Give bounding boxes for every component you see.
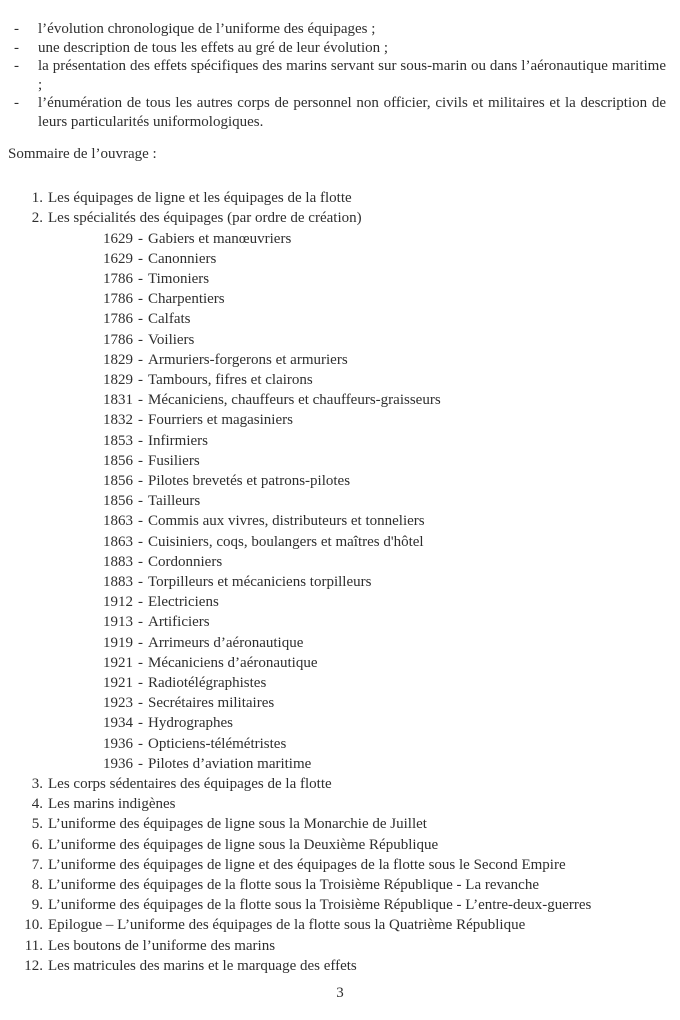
toc-specialty-row xyxy=(10,592,680,612)
bullet-text: l’énumération de tous les autres corps de personnel non officier, civils et militaires et la description de leurs particularités uniformologiques. xyxy=(38,95,666,130)
specialty-separator: - xyxy=(138,695,143,712)
bullet-text: la présentation des effets spécifiques des marins servant sur sous-marin ou dans l’aéronautique maritime ; xyxy=(38,58,666,93)
specialty-label: Voiliers xyxy=(148,331,195,348)
toc-specialty-row xyxy=(10,511,680,531)
specialty-separator: - xyxy=(138,594,143,611)
specialty-year: 1629 xyxy=(103,230,133,247)
toc-entry xyxy=(10,875,680,895)
toc-entry-number: 11. xyxy=(24,937,43,954)
specialty-label: Timoniers xyxy=(148,270,210,287)
specialty-label: Mécaniciens, chauffeurs et chauffeurs-graisseurs xyxy=(148,392,441,409)
intro-bullet xyxy=(14,94,666,131)
toc-specialty-row xyxy=(10,370,680,390)
toc-specialty-row xyxy=(10,471,680,491)
toc-specialty-row xyxy=(10,269,680,289)
toc-entry xyxy=(10,936,680,956)
toc-entry-number: 4. xyxy=(31,796,43,813)
toc-entry-label: L’uniforme des équipages de ligne et des équipages de la flotte sous le Second Empire xyxy=(48,856,566,873)
specialty-separator: - xyxy=(138,270,143,287)
toc-entry-label: Les corps sédentaires des équipages de la flotte xyxy=(48,776,332,793)
bullet-dash: - xyxy=(14,58,19,75)
specialty-year: 1832 xyxy=(103,412,133,429)
specialty-year: 1829 xyxy=(103,371,133,388)
summary-heading: Sommaire de l’ouvrage : xyxy=(8,145,157,162)
specialty-label: Commis aux vivres, distributeurs et tonneliers xyxy=(148,513,425,530)
specialty-label: Arrimeurs d’aéronautique xyxy=(148,634,304,651)
intro-bullet xyxy=(14,57,666,94)
specialty-separator: - xyxy=(138,432,143,449)
bullet-dash: - xyxy=(14,39,19,56)
toc-entry-number: 5. xyxy=(31,816,43,833)
toc-specialty-row xyxy=(10,633,680,653)
specialty-separator: - xyxy=(138,755,143,772)
specialty-separator: - xyxy=(138,291,143,308)
specialty-label: Fusiliers xyxy=(148,452,200,469)
specialty-year: 1913 xyxy=(103,614,133,631)
specialty-year: 1921 xyxy=(103,654,133,671)
toc-entry-number: 8. xyxy=(31,877,43,894)
toc-entry xyxy=(10,895,680,915)
bullet-text: l’évolution chronologique de l’uniforme des équipages ; xyxy=(38,21,376,37)
specialty-separator: - xyxy=(138,351,143,368)
intro-bullet xyxy=(14,20,666,39)
specialty-label: Infirmiers xyxy=(148,432,208,449)
specialty-year: 1786 xyxy=(103,311,133,328)
toc-specialty-row xyxy=(10,249,680,269)
specialty-year: 1831 xyxy=(103,392,133,409)
toc-specialty-row xyxy=(10,330,680,350)
specialty-separator: - xyxy=(138,371,143,388)
toc-specialty-row xyxy=(10,390,680,410)
specialty-label: Cuisiniers, coqs, boulangers et maîtres d'hôtel xyxy=(148,533,424,550)
specialty-label: Tambours, fifres et clairons xyxy=(148,371,313,388)
specialty-year: 1829 xyxy=(103,351,133,368)
specialty-separator: - xyxy=(138,614,143,631)
toc-entry-number: 12. xyxy=(24,957,43,974)
toc-entry-number: 2. xyxy=(31,210,43,227)
toc-specialty-row xyxy=(10,693,680,713)
specialty-label: Fourriers et magasiniers xyxy=(148,412,293,429)
toc-entry xyxy=(10,855,680,875)
specialty-label: Mécaniciens d’aéronautique xyxy=(148,654,318,671)
specialty-separator: - xyxy=(138,513,143,530)
bullet-text: une description de tous les effets au gré de leur évolution ; xyxy=(38,39,389,56)
page-number: 3 xyxy=(336,985,344,1002)
toc-specialty-row xyxy=(10,532,680,552)
specialty-year: 1863 xyxy=(103,513,133,530)
specialty-year: 1912 xyxy=(103,594,133,611)
toc-entry-label: Les matricules des marins et le marquage des effets xyxy=(48,957,357,974)
specialty-label: Pilotes brevetés et patrons-pilotes xyxy=(148,473,351,489)
specialty-separator: - xyxy=(138,574,143,591)
specialty-year: 1786 xyxy=(103,291,133,308)
specialty-label: Artificiers xyxy=(148,614,210,631)
toc-specialty-row xyxy=(10,309,680,329)
specialty-year: 1856 xyxy=(103,473,133,489)
toc-entry xyxy=(10,835,680,855)
specialty-year: 1934 xyxy=(103,715,133,732)
specialty-year: 1883 xyxy=(103,574,133,591)
toc-specialty-row xyxy=(10,289,680,309)
toc-entry xyxy=(10,794,680,814)
specialty-separator: - xyxy=(138,230,143,247)
specialty-separator: - xyxy=(138,634,143,651)
intro-bullet-list xyxy=(0,0,680,132)
bullet-dash: - xyxy=(14,21,19,37)
toc-list xyxy=(0,188,680,976)
specialty-label: Hydrographes xyxy=(148,715,233,732)
toc-entry-number: 9. xyxy=(31,897,43,914)
toc-entry-label: L’uniforme des équipages de la flotte sous la Troisième République - La revanche xyxy=(48,877,539,894)
specialty-separator: - xyxy=(138,533,143,550)
toc-entry-label: L’uniforme des équipages de la flotte sous la Troisième République - L’entre-deux-guerres xyxy=(48,897,592,914)
toc-specialty-row xyxy=(10,431,680,451)
specialty-year: 1936 xyxy=(103,735,133,752)
toc-specialty-row xyxy=(10,229,680,249)
toc-specialty-row xyxy=(10,350,680,370)
toc-entry xyxy=(10,188,680,208)
specialty-separator: - xyxy=(138,735,143,752)
toc-entry xyxy=(10,956,680,976)
specialty-separator: - xyxy=(138,654,143,671)
toc-entry-number: 1. xyxy=(31,190,43,207)
specialty-label: Pilotes d’aviation maritime xyxy=(148,755,312,772)
toc-entry-label: Les spécialités des équipages (par ordre de création) xyxy=(48,210,362,227)
toc-specialty-row xyxy=(10,451,680,471)
specialty-separator: - xyxy=(138,250,143,267)
toc-specialty-row xyxy=(10,754,680,774)
toc-entry xyxy=(10,208,680,228)
toc-specialty-row xyxy=(10,612,680,632)
toc-entry xyxy=(10,915,680,935)
toc-entry-label: Les boutons de l’uniforme des marins xyxy=(48,937,276,954)
toc-entry-number: 6. xyxy=(31,836,43,853)
toc-entry-label: Les équipages de ligne et les équipages de la flotte xyxy=(48,190,352,207)
specialty-label: Calfats xyxy=(148,311,191,328)
bullet-dash: - xyxy=(14,95,19,112)
specialty-label: Cordonniers xyxy=(148,553,223,570)
specialty-separator: - xyxy=(138,452,143,469)
specialty-label: Charpentiers xyxy=(148,291,225,308)
toc-specialty-row xyxy=(10,713,680,733)
specialty-separator: - xyxy=(138,493,143,510)
specialty-label: Gabiers et manœuvriers xyxy=(148,230,292,247)
specialty-label: Radiotélégraphistes xyxy=(148,675,267,692)
intro-bullet xyxy=(14,39,666,58)
specialty-label: Secrétaires militaires xyxy=(148,695,275,712)
specialty-separator: - xyxy=(138,412,143,429)
specialty-label: Armuriers-forgerons et armuriers xyxy=(148,351,348,368)
specialty-year: 1853 xyxy=(103,432,133,449)
toc-specialty-row xyxy=(10,673,680,693)
specialty-year: 1629 xyxy=(103,250,133,267)
toc-specialty-row xyxy=(10,410,680,430)
toc-entry-label: L’uniforme des équipages de ligne sous la Monarchie de Juillet xyxy=(48,816,427,833)
specialty-separator: - xyxy=(138,675,143,692)
specialty-year: 1919 xyxy=(103,634,133,651)
specialty-year: 1921 xyxy=(103,675,133,692)
specialty-separator: - xyxy=(138,331,143,348)
specialty-label: Electriciens xyxy=(148,594,219,611)
specialty-year: 1883 xyxy=(103,553,133,570)
specialty-label: Opticiens-télémétristes xyxy=(148,735,287,752)
specialty-label: Canonniers xyxy=(148,250,217,267)
toc-specialty-row xyxy=(10,572,680,592)
toc-entry-number: 7. xyxy=(31,856,43,873)
specialty-separator: - xyxy=(138,392,143,409)
toc-entry-number: 10. xyxy=(24,917,43,934)
toc-specialty-row xyxy=(10,653,680,673)
toc-specialty-row xyxy=(10,734,680,754)
toc-entry xyxy=(10,814,680,834)
toc-entry-number: 3. xyxy=(31,776,43,793)
specialty-year: 1786 xyxy=(103,331,133,348)
toc-entry-label: Epilogue – L’uniforme des équipages de la flotte sous la Quatrième République xyxy=(48,917,526,934)
specialty-label: Tailleurs xyxy=(148,493,201,510)
toc-entry xyxy=(10,774,680,794)
toc-specialty-row xyxy=(10,552,680,572)
toc-specialty-row xyxy=(10,491,680,511)
specialty-separator: - xyxy=(138,311,143,328)
specialty-year: 1863 xyxy=(103,533,133,550)
specialty-year: 1936 xyxy=(103,755,133,772)
toc-entry-label: L’uniforme des équipages de ligne sous la Deuxième République xyxy=(48,836,439,853)
specialty-separator: - xyxy=(138,473,143,489)
specialty-year: 1856 xyxy=(103,452,133,469)
toc-entry-label: Les marins indigènes xyxy=(48,796,176,813)
specialty-year: 1923 xyxy=(103,695,133,712)
specialty-year: 1786 xyxy=(103,270,133,287)
specialty-separator: - xyxy=(138,715,143,732)
specialty-separator: - xyxy=(138,553,143,570)
specialty-label: Torpilleurs et mécaniciens torpilleurs xyxy=(148,574,372,591)
specialty-year: 1856 xyxy=(103,493,133,510)
